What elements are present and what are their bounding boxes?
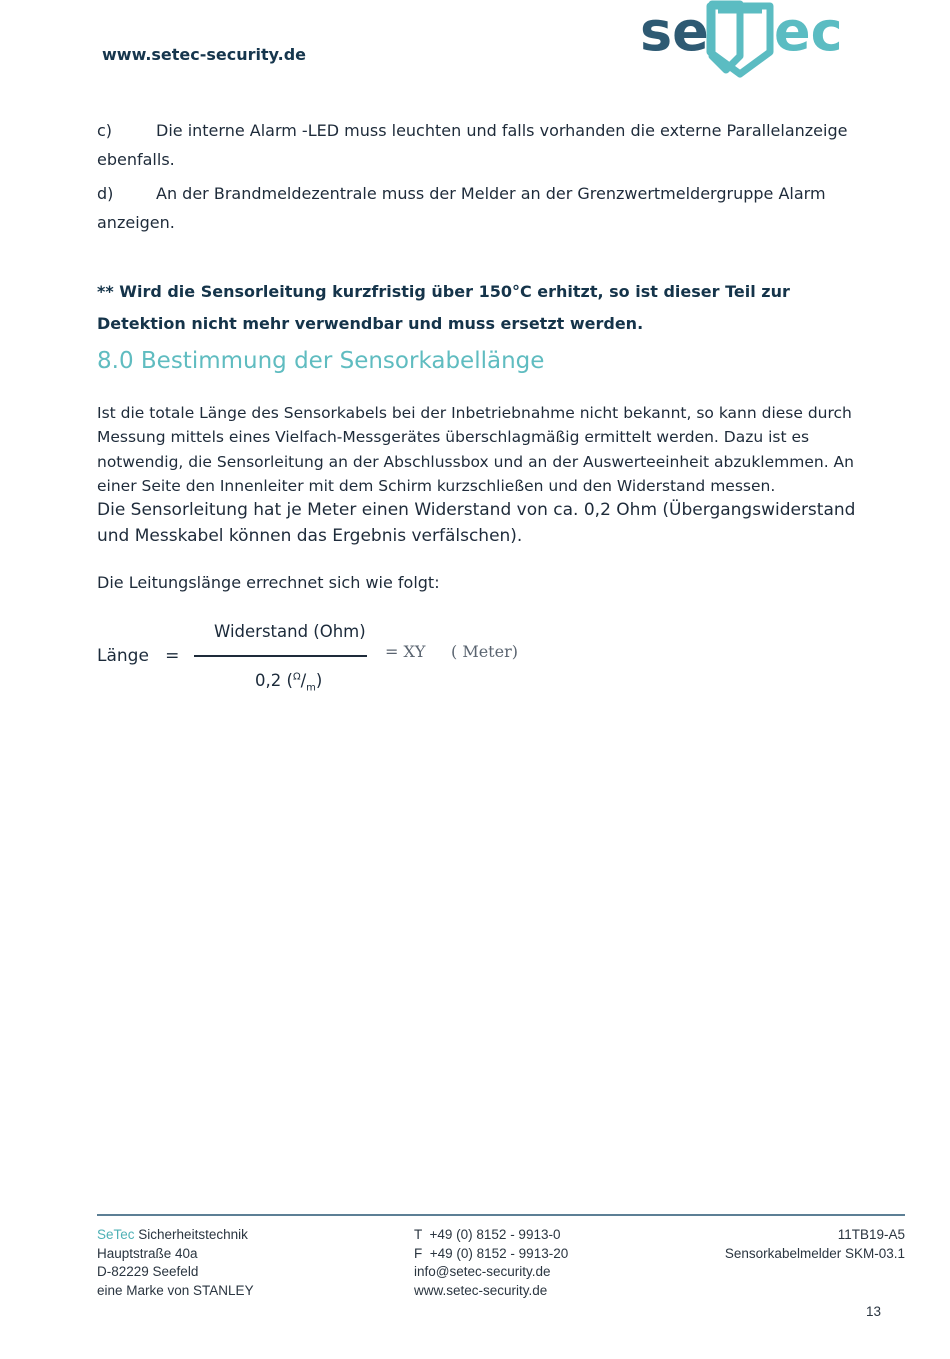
formula-den-slash: /	[300, 671, 307, 690]
footer-divider	[97, 1214, 905, 1216]
formula-result: = XY	[385, 642, 426, 661]
footer-doc-title: Sensorkabelmelder SKM-03.1	[724, 1245, 905, 1261]
list-item-continuation: ebenfalls.	[97, 150, 175, 169]
setec-logo	[640, 0, 852, 78]
overheat-warning: ** Wird die Sensorleitung kurzfristig über 150°C erhitzt, so ist dieser Teil zur Detektion nicht mehr verwendbar und muss ersetzt werden.	[97, 282, 790, 333]
formula-lhs: Länge =	[97, 646, 180, 666]
calculation-intro: Die Leitungslänge errechnet sich wie folgt:	[97, 573, 440, 592]
formula-den-prefix: 0,2 (	[255, 671, 293, 690]
formula-den-suffix: )	[315, 671, 323, 690]
footer-city: D-82229 Seefeld	[97, 1264, 199, 1279]
list-item-d	[97, 184, 857, 232]
list-item-text: An der Brandmeldezentrale muss der Melder an der Grenzwertmeldergruppe Alarm	[156, 184, 826, 203]
formula-unit: ( Meter)	[451, 642, 518, 661]
list-item-c	[97, 121, 857, 169]
footer-company-rest: Sicherheitstechnik	[134, 1227, 248, 1242]
formula-den-meter: m	[306, 682, 316, 694]
footer-brand-accent: SeTec	[97, 1227, 135, 1242]
header-website-url: www.setec-security.de	[102, 45, 307, 64]
formula-fraction-bar	[194, 655, 367, 657]
footer-web: www.setec-security.de	[414, 1282, 548, 1298]
list-item-letter: d)	[97, 184, 114, 203]
list-item-text: Die interne Alarm -LED muss leuchten und falls vorhanden die externe Parallelanzeige	[156, 121, 848, 140]
footer-contact	[414, 1226, 568, 1300]
footer-street: Hauptstraße 40a	[97, 1245, 198, 1261]
formula-den-ohm: Ω	[292, 671, 301, 683]
footer-email: info@setec-security.de	[414, 1264, 551, 1279]
svg-text:se: se	[640, 0, 709, 63]
footer-document-info	[600, 1226, 905, 1263]
list-item-letter: c)	[97, 121, 113, 140]
footer-company-address	[97, 1226, 254, 1300]
formula-numerator: Widerstand (Ohm)	[214, 622, 366, 641]
formula-denominator	[255, 671, 322, 693]
section-body-paragraph: Ist die totale Länge des Sensorkabels bei der Inbetriebnahme nicht bekannt, so kann diese durch Messung mittels eines Vielfach-Messgerätes überschlagmäßig ermittelt werden. Dazu ist es notwendig, die Sensorleitung an der Abschlussbox und an der Auswerteeinheit abzuklemmen. An einer Seite den Innenleiter mit dem Schirm kurzschließen und den Widerstand messen.	[97, 404, 854, 495]
svg-text:ec: ec	[774, 0, 843, 63]
footer-fax: F +49 (0) 8152 - 9913-20	[414, 1245, 569, 1261]
list-item-continuation: anzeigen.	[97, 213, 175, 232]
footer-company-name	[97, 1226, 254, 1245]
resistance-note-paragraph: Die Sensorleitung hat je Meter einen Widerstand von ca. 0,2 Ohm (Übergangswiderstand und Messkabel können das Ergebnis verfälschen).	[97, 500, 856, 546]
footer-brand-note: eine Marke von STANLEY	[97, 1282, 254, 1298]
section-heading: 8.0 Bestimmung der Sensorkabellänge	[97, 348, 545, 374]
footer-phone: T +49 (0) 8152 - 9913-0	[414, 1227, 561, 1242]
footer-doc-code: 11TB19-A5	[837, 1227, 905, 1242]
page-number: 13	[865, 1304, 881, 1319]
